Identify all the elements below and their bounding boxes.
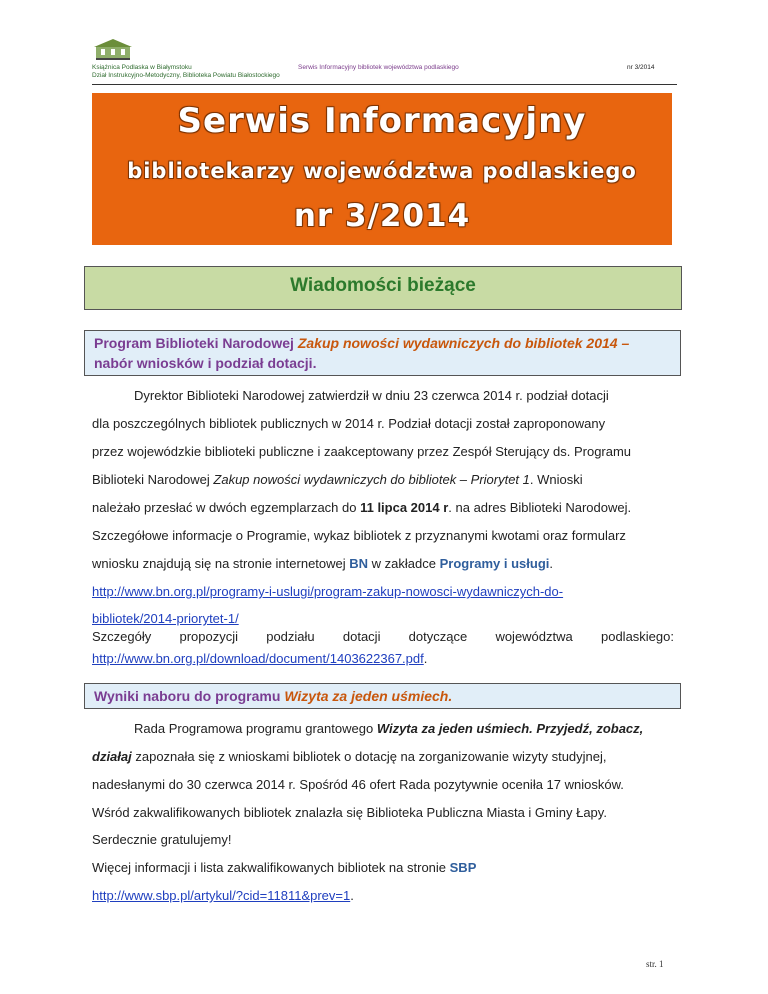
s1-line4-c: . Wnioski [529, 472, 583, 487]
s2-line5: Serdecznie gratulujemy! [92, 832, 232, 847]
pdf-document-link[interactable]: http://www.bn.org.pl/download/document/1403622367.pdf [92, 651, 424, 666]
bn-program-link[interactable] [92, 584, 674, 599]
s1-line6: Szczegółowe informacje o Programie, wykaz bibliotek z przyznanymi kwotami oraz formularz [92, 528, 626, 543]
programs-tab-name: Programy i usługi [439, 556, 550, 571]
library-logo-icon [92, 38, 134, 60]
section1-heading-part2: nabór wniosków i podział dotacji. [94, 355, 317, 371]
s1-pdf-line-end: . [423, 651, 428, 666]
s1-line5 [92, 500, 674, 515]
s2-line2-b: zapoznała się z wnioskami bibliotek o dotację na zorganizowanie wizyty studyjnej, [131, 749, 607, 764]
s2-line1-a: Rada Programowa programu grantowego [134, 721, 377, 736]
details-word: dotacji [342, 629, 381, 644]
header-divider [92, 84, 677, 85]
s1-line7-c: w zakładce [368, 556, 440, 571]
header-department: Dział Instrukcyjno-Metodyczny, Biblioteka Powiatu Białostockiego [92, 72, 280, 79]
s1-line2: dla poszczególnych bibliotek publicznych w 2014 r. Podział dotacji został zaproponowany [92, 416, 606, 431]
page-number: str. 1 [646, 959, 664, 969]
s2-line6 [92, 860, 674, 875]
s1-line3: przez wojewódzkie biblioteki publiczne i zaakceptowany przez Zespół Sterujący ds. Programu [92, 444, 632, 459]
section2-heading [94, 686, 452, 706]
section1-heading-program: Zakup nowości wydawniczych do bibliotek 2014 – [297, 335, 630, 351]
s1-pdf-line [92, 651, 674, 666]
s1-details-line [92, 629, 674, 644]
header-institution [92, 64, 280, 80]
details-word: propozycji [179, 629, 238, 644]
details-word: dotyczące [408, 629, 468, 644]
title-banner [92, 93, 672, 245]
banner-issue: nr 3/2014 [293, 198, 471, 234]
bn-program-link-line2[interactable] [92, 611, 674, 626]
s2-line2 [92, 749, 674, 764]
s1-line7-e: . [549, 556, 554, 571]
s1-line7 [92, 556, 674, 571]
s1-deadline: 11 lipca 2014 r [360, 500, 449, 515]
s2-line3: nadesłanymi do 30 czerwca 2014 r. Spośród 46 ofert Rada pozytywnie oceniła 17 wniosków. [92, 777, 624, 792]
section2-heading-part: Wyniki naboru do programu [94, 688, 285, 704]
header-issue: nr 3/2014 [627, 64, 655, 71]
banner-subtitle: bibliotekarzy województwa podlaskiego [127, 159, 637, 183]
section1-heading-box [84, 330, 681, 376]
s1-line5-c: . na adres Biblioteki Narodowej. [448, 500, 632, 515]
details-word: Szczegóły [92, 629, 152, 644]
s2-line1 [134, 721, 674, 736]
news-heading-box [84, 266, 682, 310]
section1-heading-part: Program Biblioteki Narodowej [94, 335, 298, 351]
banner-title: Serwis Informacyjny [177, 101, 587, 141]
s2-link-line [92, 888, 674, 903]
section1-heading [94, 333, 674, 373]
section2-heading-program: Wizyta za jeden uśmiech. [284, 688, 453, 704]
header-series: Serwis Informacyjny bibliotek województwa podlaskiego [298, 64, 459, 71]
s1-line4-a: Biblioteki Narodowej [92, 472, 214, 487]
details-word: podziału [266, 629, 315, 644]
s1-line1: Dyrektor Biblioteki Narodowej zatwierdził w dniu 23 czerwca 2014 r. podział dotacji [134, 388, 609, 403]
s2-line6-a: Więcej informacji i lista zakwalifikowanych bibliotek na stronie [92, 860, 450, 875]
bn-program-link-part2[interactable]: bibliotek/2014-priorytet-1/ [92, 611, 239, 626]
s1-line7-a: wniosku znajdują się na stronie internetowej [92, 556, 350, 571]
s2-line4: Wśród zakwalifikowanych bibliotek znalazła się Biblioteka Publiczna Miasta i Gminy Łapy. [92, 805, 607, 820]
bn-acronym: BN [349, 556, 369, 571]
s2-program-name: Wizyta za jeden uśmiech. Przyjedź, zobacz, [376, 721, 644, 736]
sbp-acronym: SBP [449, 860, 477, 875]
s2-program-name-end: działaj [92, 749, 132, 764]
s1-line5-a: należało przesłać w dwóch egzemplarzach do [92, 500, 361, 515]
s2-link-end: . [350, 888, 354, 903]
s1-line4 [92, 472, 674, 487]
s1-line4-program: Zakup nowości wydawniczych do bibliotek – Priorytet 1 [213, 472, 530, 487]
section2-heading-box [84, 683, 681, 709]
bn-program-link-part1[interactable]: http://www.bn.org.pl/programy-i-uslugi/program-zakup-nowosci-wydawniczych-do- [92, 584, 564, 599]
details-word: podlaskiego: [600, 629, 674, 644]
header-library-name: Książnica Podlaska w Białymstoku [92, 64, 192, 71]
news-heading: Wiadomości bieżące [290, 275, 476, 296]
sbp-article-link[interactable]: http://www.sbp.pl/artykul/?cid=11811&prev=1 [92, 888, 351, 903]
details-word: województwa [495, 629, 573, 644]
